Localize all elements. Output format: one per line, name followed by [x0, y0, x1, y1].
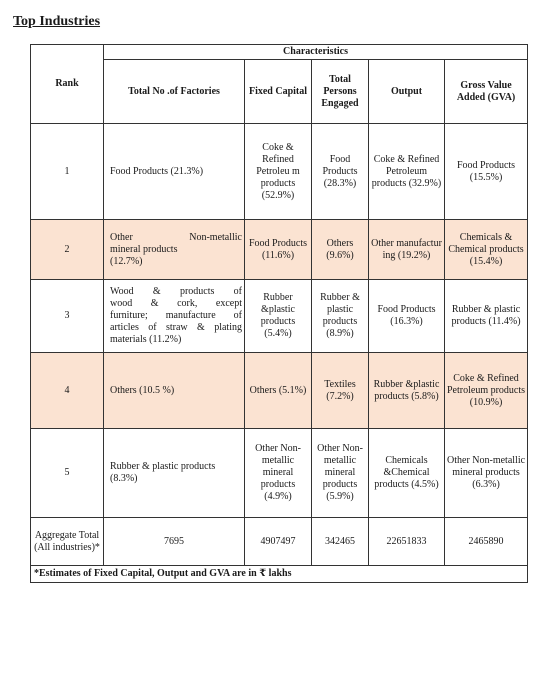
factories-text: furniture; manufacture of	[110, 310, 242, 321]
persons-header: Total Persons Engaged	[312, 60, 369, 124]
factories-header: Total No .of Factories	[104, 60, 245, 124]
rank-header: Rank	[31, 45, 104, 124]
header-row	[31, 60, 528, 124]
table-row	[31, 353, 528, 429]
fixed-capital-cell: Other Non-metallic mineral products (4.9%)	[245, 429, 312, 518]
footnote-row	[31, 566, 528, 583]
gva-cell: Rubber & plastic products (11.4%)	[445, 280, 528, 353]
factories-cell: Others (10.5 %)	[104, 353, 245, 429]
footnote: *Estimates of Fixed Capital, Output and GVA are in ₹ lakhs	[31, 566, 528, 583]
factories-text: Other	[110, 231, 133, 243]
aggregate-factories: 7695	[104, 518, 245, 566]
gva-cell: Coke & Refined Petroleum products (10.9%)	[445, 353, 528, 429]
rank-cell: 3	[31, 280, 104, 353]
factories-text: Non-metallic	[189, 231, 242, 243]
fixed-capital-cell: Others (5.1%)	[245, 353, 312, 429]
output-cell: Chemicals &Chemical products (4.5%)	[369, 429, 445, 518]
header-row-top	[31, 45, 528, 60]
fixed-capital-cell: Food Products (11.6%)	[245, 220, 312, 280]
rank-cell: 5	[31, 429, 104, 518]
gva-cell: Chemicals & Chemical products (15.4%)	[445, 220, 528, 280]
factories-cell: Rubber & plastic products (8.3%)	[104, 429, 245, 518]
gva-cell: Other Non-metallic mineral products (6.3%)	[445, 429, 528, 518]
fixed-capital-cell: Rubber &plastic products (5.4%)	[245, 280, 312, 353]
factories-text: (12.7%)	[110, 255, 143, 267]
output-cell: Rubber &plastic products (5.8%)	[369, 353, 445, 429]
table-row	[31, 429, 528, 518]
output-cell: Other manufactur ing (19.2%)	[369, 220, 445, 280]
aggregate-persons: 342465	[312, 518, 369, 566]
rank-cell: 1	[31, 124, 104, 220]
fixed-capital-header: Fixed Capital	[245, 60, 312, 124]
factories-text: materials (11.2%)	[110, 334, 182, 345]
persons-cell: Others (9.6%)	[312, 220, 369, 280]
aggregate-row	[31, 518, 528, 566]
factories-cell	[104, 220, 245, 280]
aggregate-output: 22651833	[369, 518, 445, 566]
aggregate-fixed-capital: 4907497	[245, 518, 312, 566]
rank-cell: 2	[31, 220, 104, 280]
aggregate-label: Aggregate Total (All industries)*	[31, 518, 104, 566]
factories-text: wood & cork, except	[110, 298, 242, 309]
rank-cell: 4	[31, 353, 104, 429]
aggregate-gva: 2465890	[445, 518, 528, 566]
factories-cell: Food Products (21.3%)	[104, 124, 245, 220]
characteristics-header: Characteristics	[104, 45, 528, 60]
top-industries-table	[30, 44, 528, 583]
gva-cell: Food Products (15.5%)	[445, 124, 528, 220]
persons-cell: Food Products (28.3%)	[312, 124, 369, 220]
table-row	[31, 220, 528, 280]
page-title: Top Industries	[13, 14, 101, 29]
persons-cell: Textiles (7.2%)	[312, 353, 369, 429]
factories-text: Wood & products of	[110, 286, 242, 297]
fixed-capital-cell: Coke & Refined Petroleu m products (52.9%)	[245, 124, 312, 220]
output-header: Output	[369, 60, 445, 124]
factories-text: articles of straw & plating	[110, 322, 242, 333]
table-row	[31, 124, 528, 220]
table-row	[31, 280, 528, 353]
persons-cell: Rubber & plastic products (8.9%)	[312, 280, 369, 353]
factories-cell	[104, 280, 245, 353]
output-cell: Food Products (16.3%)	[369, 280, 445, 353]
output-cell: Coke & Refined Petroleum products (32.9%)	[369, 124, 445, 220]
factories-text: mineral products	[110, 243, 178, 255]
persons-cell: Other Non-metallic mineral products (5.9%)	[312, 429, 369, 518]
gva-header: Gross Value Added (GVA)	[445, 60, 528, 124]
